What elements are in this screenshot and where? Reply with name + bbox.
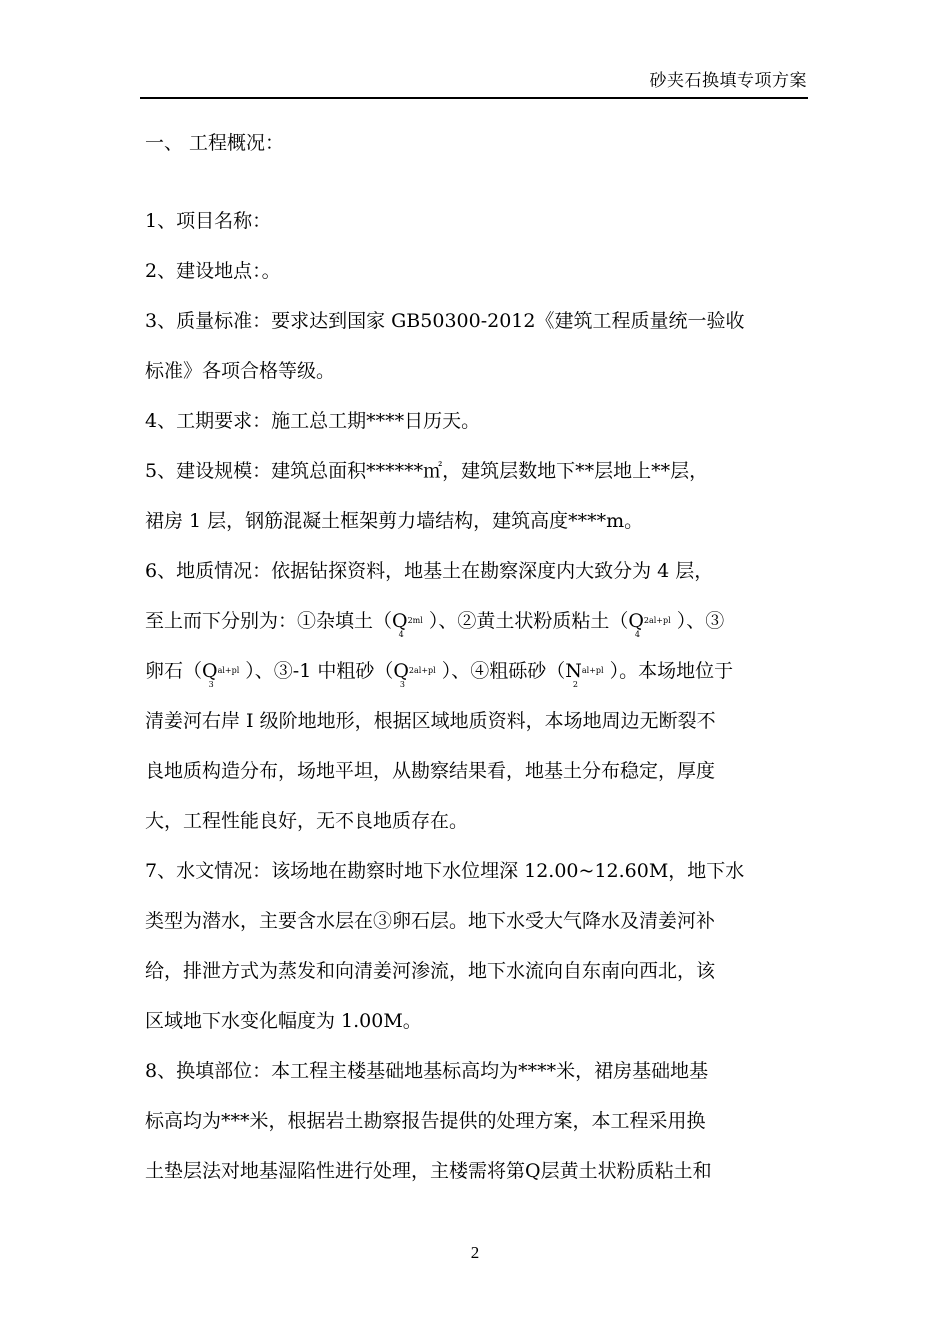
item-geology-line-4: 清姜河右岸 I 级阶地地形，根据区域地质资料，本场地周边无断裂不 [145, 710, 716, 732]
text-run: ）、④粗砾砂（N [441, 660, 582, 682]
item-scale-line-2: 裙房 1 层，钢筋混凝土框架剪力墙结构，建筑高度****m。 [145, 510, 644, 532]
subscript-group [208, 666, 240, 689]
item-hydrology-line-4: 区域地下水变化幅度为 1.00M。 [145, 1010, 422, 1032]
header-title: 砂夹石换填专项方案 [649, 71, 807, 91]
item-quality-line-2: 标准》各项合格等级。 [145, 360, 336, 382]
text-run: 至上而下分别为：①杂填土（Q [145, 610, 408, 632]
item-replacement-line-3: 土垫层法对地基湿陷性进行处理，主楼需将第Q层黄土状粉质粘土和 [145, 1160, 712, 1182]
item-location: 2、建设地点：。 [145, 260, 281, 282]
item-hydrology-line-2: 类型为潜水，主要含水层在③卵石层。地下水受大气降水及清姜河补 [145, 910, 716, 932]
text-run: ）、③-1 中粗砂（Q [245, 660, 409, 682]
subscript: 3 [208, 680, 214, 689]
subscript-group [398, 616, 423, 639]
spacer [145, 168, 808, 196]
text-run: ）。本场地位于 [609, 660, 734, 682]
item-project-name: 1、项目名称： [145, 210, 272, 232]
item-geology-line-1: 6、地质情况：依据钻探资料，地基土在勘察深度内大致分为 4 层， [145, 560, 714, 582]
subscript-group [399, 666, 436, 689]
item-geology-line-6: 大，工程性能良好，无不良地质存在。 [145, 810, 469, 832]
superscript: 2al+pl [408, 666, 436, 675]
text-run: ）、③ [676, 610, 725, 632]
subscript: 4 [634, 630, 640, 639]
subscript: 4 [398, 630, 404, 639]
item-geology-line-2 [145, 596, 808, 646]
subscript: 2 [572, 680, 578, 689]
item-scale-line-1: 5、建设规模：建筑总面积******㎡，建筑层数地下**层地上**层， [145, 460, 709, 482]
superscript: 2ml [407, 616, 423, 625]
item-replacement-line-1: 8、换填部位：本工程主楼基础地基标高均为****米，裙房基础地基 [145, 1060, 709, 1082]
item-hydrology-line-1: 7、水文情况：该场地在勘察时地下水位埋深 12.00~12.60M，地下水 [145, 860, 745, 882]
superscript: 2al+pl [643, 616, 671, 625]
item-hydrology-line-3: 给，排泄方式为蒸发和向清姜河渗流，地下水流向自东南向西北，该 [145, 960, 716, 982]
item-schedule: 4、工期要求：施工总工期****日历天。 [145, 410, 481, 432]
subscript-group [572, 666, 604, 689]
superscript: al+pl [217, 666, 240, 675]
item-quality-line-1: 3、质量标准：要求达到国家 GB50300-2012《建筑工程质量统一验收 [145, 310, 745, 332]
subscript: 3 [399, 680, 406, 689]
item-geology-line-5: 良地质构造分布，场地平坦，从勘察结果看，地基土分布稳定，厚度 [145, 760, 716, 782]
item-replacement-line-2: 标高均为***米，根据岩土勘察报告提供的处理方案，本工程采用换 [145, 1110, 706, 1132]
header-rule [140, 97, 808, 99]
body-text [145, 118, 808, 1196]
text-run: 卵石（Q [145, 660, 218, 682]
text-run: ）、②黄土状粉质粘土（Q [428, 610, 644, 632]
section-heading: 一、 工程概况： [145, 132, 285, 154]
page-number: 2 [470, 1243, 480, 1262]
subscript-group [634, 616, 671, 639]
superscript: al+pl [581, 666, 604, 675]
item-geology-line-3 [145, 646, 808, 696]
